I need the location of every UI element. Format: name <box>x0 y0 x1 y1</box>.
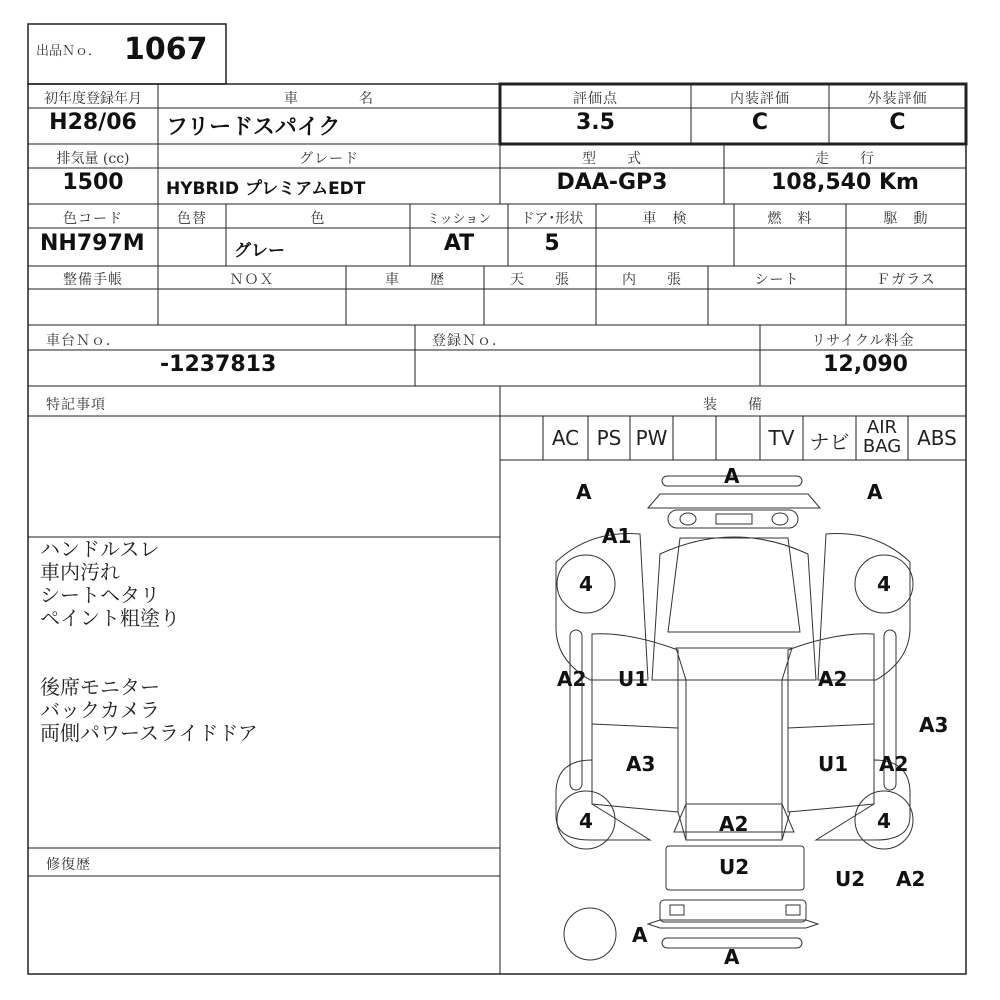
mark-front: A <box>724 464 740 488</box>
equip-navi: ナビ <box>809 430 850 454</box>
front-bumper <box>648 494 820 508</box>
body-left <box>592 634 678 812</box>
inspection-label: 車 検 <box>642 211 688 227</box>
rear-bumper <box>660 900 806 922</box>
first-reg-value: H28/06 <box>49 110 137 135</box>
notes-label: 特記事項 <box>46 397 106 413</box>
interior-label: 内装評価 <box>730 91 790 107</box>
mark-left-a2: A2 <box>557 667 587 691</box>
color-code-label: 色コード <box>63 211 123 227</box>
mission-label: ミッション <box>426 212 492 227</box>
nox-label: ＮＯＸ <box>229 272 275 288</box>
exterior-label: 外装評価 <box>867 91 928 107</box>
mark-tire-fr: 4 <box>877 572 891 596</box>
mileage-value: 108,540 Km <box>771 170 919 195</box>
notes-list <box>40 538 490 745</box>
equip-abs: ABS <box>917 426 957 450</box>
mark-right-a3: A3 <box>919 713 949 737</box>
note-line: 後席モニター <box>40 675 160 699</box>
color-change-label: 色替 <box>177 211 207 227</box>
chassis-label: 車台Ｎｏ． <box>46 333 121 349</box>
mark-rear-right-u2: U2 <box>835 867 866 891</box>
mark-front-left: A <box>576 480 592 504</box>
mission-value: AT <box>443 231 475 256</box>
mark-front-right: A <box>867 480 883 504</box>
spare-tire <box>564 908 616 960</box>
score-value: 3.5 <box>576 110 615 135</box>
roof-label: 天 張 <box>510 272 570 288</box>
mark-right-a2: A2 <box>818 667 848 691</box>
color-code-value: NH797M <box>40 231 145 256</box>
seat-label: シート <box>754 272 800 288</box>
equip-ac: AC <box>551 426 580 450</box>
note-line <box>40 630 490 676</box>
equip-ps: PS <box>596 426 622 450</box>
car-name-label: 車 名 <box>284 91 374 107</box>
note-line: ペイント粗塗り <box>40 606 180 630</box>
recycle-label: リサイクル料金 <box>811 333 915 349</box>
interior-value: C <box>751 110 769 135</box>
windshield <box>668 538 800 632</box>
equipment-label: 装 備 <box>703 397 763 413</box>
interior-trim-label: 内 張 <box>622 272 682 288</box>
mark-right-u1: U1 <box>818 752 849 776</box>
chassis-value: -1237813 <box>160 352 277 377</box>
recycle-value: 12,090 <box>823 352 908 377</box>
mark-tire-rl: 4 <box>579 809 593 833</box>
mark-windshield: A1 <box>602 524 632 548</box>
door-value: 5 <box>544 231 560 256</box>
car-diagram <box>500 460 966 974</box>
color-label: 色 <box>310 211 326 227</box>
displacement-value: 1500 <box>62 170 124 195</box>
history-label: 車 歴 <box>385 272 445 288</box>
mark-rear: A <box>724 945 740 969</box>
mileage-label: 走 行 <box>815 151 875 167</box>
body-right <box>788 634 874 812</box>
mark-rear-left: A <box>632 923 648 947</box>
displacement-label: 排気量 (cc) <box>56 151 130 167</box>
equip-tv: TV <box>768 426 795 450</box>
grade-label: グレード <box>299 151 359 167</box>
maintenance-label: 整備手帳 <box>63 272 123 288</box>
model-label: 型 式 <box>582 151 642 167</box>
repair-label: 修復歴 <box>46 857 91 873</box>
mark-rear-glass: A2 <box>719 812 749 836</box>
note-line: バックカメラ <box>40 698 160 722</box>
mark-tire-rr: 4 <box>877 809 891 833</box>
note-line: 車内汚れ <box>40 560 120 584</box>
score-label: 評価点 <box>573 91 618 107</box>
mark-tailgate: U2 <box>719 855 750 879</box>
equip-airbag: AIR BAG <box>862 417 902 457</box>
note-line: シートヘタリ <box>40 583 160 607</box>
mark-left-u1: U1 <box>618 667 649 691</box>
hood-outline <box>652 537 816 680</box>
mark-rear-right-a2: A2 <box>896 867 926 891</box>
fglass-label: Ｆガラス <box>876 272 936 288</box>
note-line: 両側パワースライドドア <box>40 721 258 745</box>
registration-label: 登録Ｎｏ． <box>432 333 507 349</box>
first-reg-label: 初年度登録年月 <box>44 91 142 107</box>
door-label: ドア･形状 <box>520 211 584 227</box>
fuel-label: 燃 料 <box>767 211 813 227</box>
lot-number: 1067 <box>124 32 208 67</box>
lot-label: 出品Ｎｏ． <box>36 44 102 59</box>
car-name-value: フリードスパイク <box>166 115 341 140</box>
exterior-value: C <box>889 110 906 135</box>
grade-value: HYBRID プレミアムEDT <box>166 179 366 199</box>
equip-pw: PW <box>635 426 668 450</box>
model-value: DAA-GP3 <box>556 170 668 195</box>
mark-right-a2-lower: A2 <box>879 752 909 776</box>
note-line: ハンドルスレ <box>40 537 160 561</box>
mark-tire-fl: 4 <box>579 572 593 596</box>
color-value: グレー <box>234 241 285 261</box>
drive-label: 駆 動 <box>883 211 929 227</box>
mark-left-a3: A3 <box>626 752 656 776</box>
